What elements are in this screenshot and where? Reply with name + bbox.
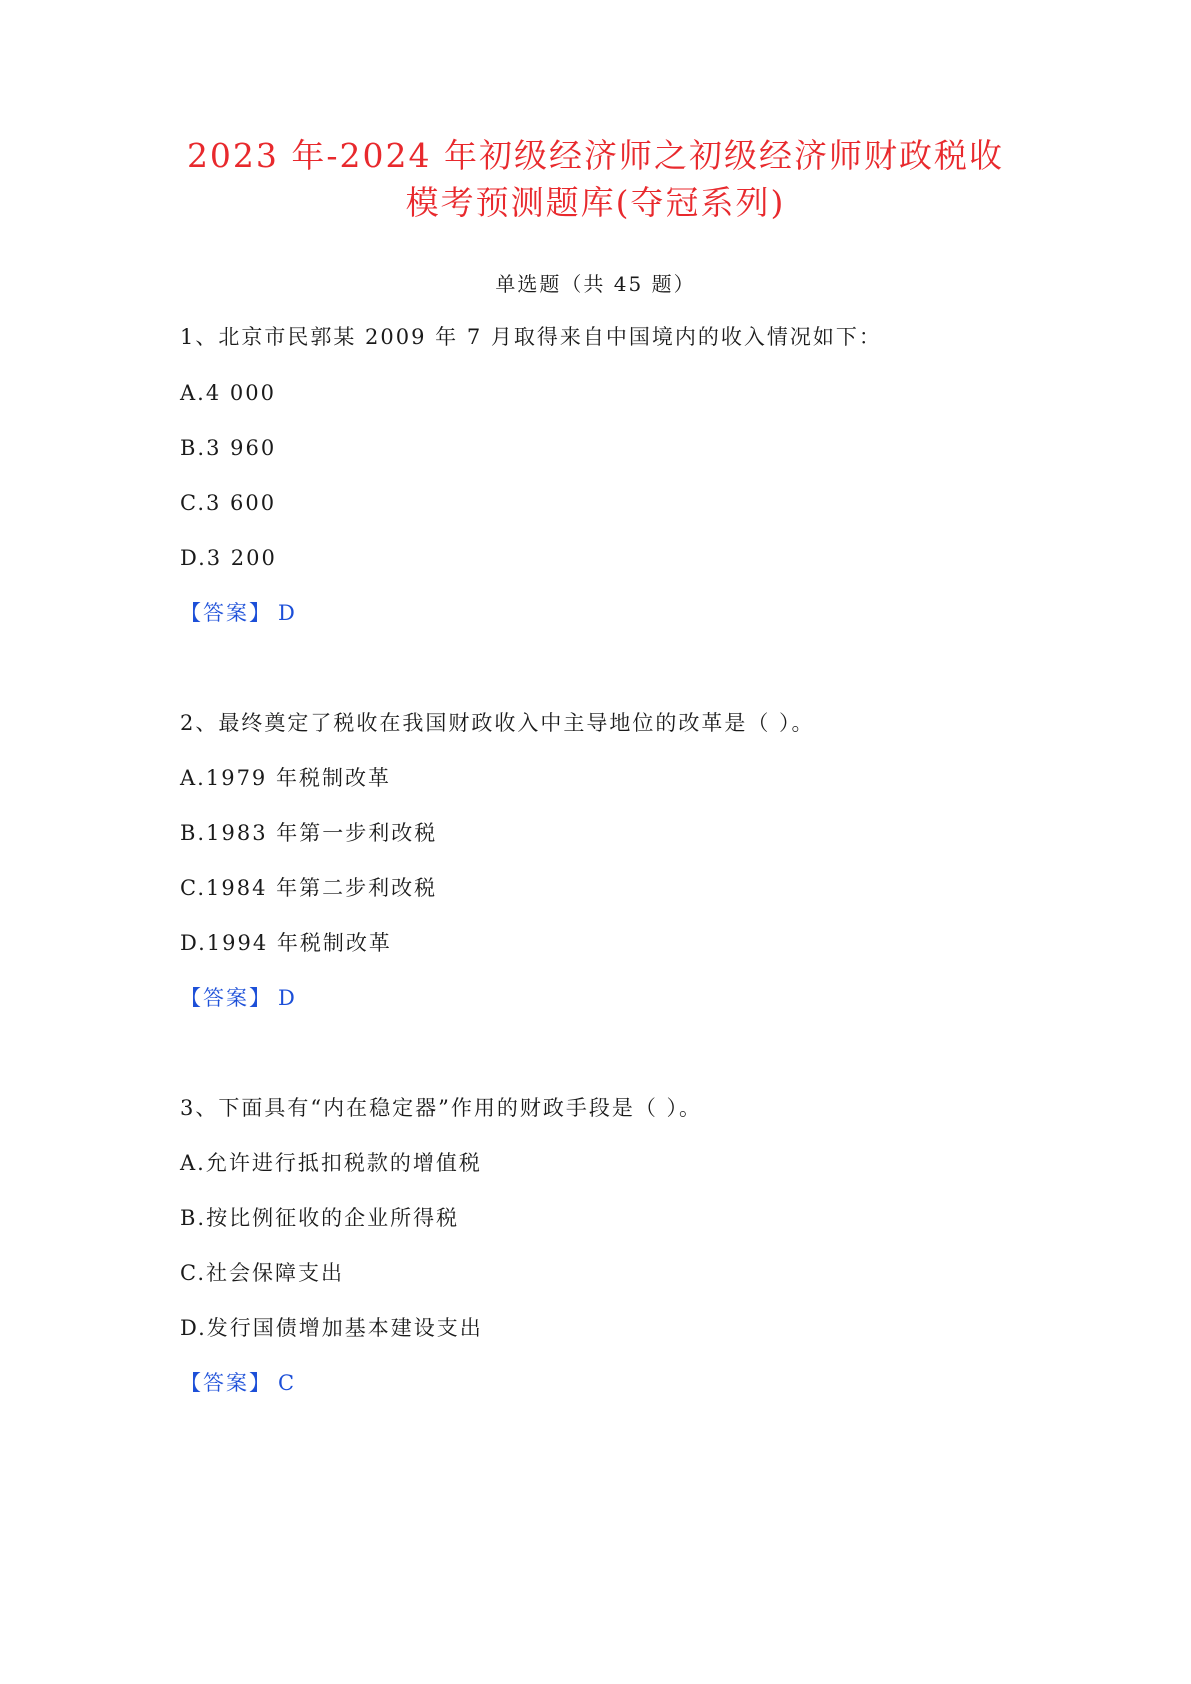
question-3-stem: 3、下面具有“内在稳定器”作用的财政手段是（ ）。: [180, 1096, 703, 1120]
answer-value: C: [278, 1371, 297, 1395]
document-title-line2: 模考预测题库(夺冠系列): [405, 183, 786, 222]
question-1-stem: 1、北京市民郭某 2009 年 7 月取得来自中国境内的收入情况如下：: [180, 325, 882, 349]
question-2-option-a: A.1979 年税制改革: [180, 766, 391, 790]
question-1-option-c: C.3 600: [180, 491, 277, 515]
question-2-answer: [180, 986, 297, 1011]
question-3-option-d: D.发行国债增加基本建设支出: [180, 1316, 483, 1340]
question-3-option-a: A.允许进行抵扣税款的增值税: [180, 1151, 482, 1175]
section-heading: 单选题（共 45 题）: [495, 272, 696, 296]
answer-label: 【答案】: [180, 1371, 272, 1395]
question-1-option-b: B.3 960: [180, 436, 277, 460]
question-3-option-c: C.社会保障支出: [180, 1261, 344, 1285]
question-2-option-b: B.1983 年第一步利改税: [180, 821, 438, 845]
answer-value: D: [278, 601, 297, 625]
question-1-option-d: D.3 200: [180, 546, 277, 570]
question-1-option-a: A.4 000: [180, 381, 276, 405]
question-3-option-b: B.按比例征收的企业所得税: [180, 1206, 460, 1230]
answer-label: 【答案】: [180, 601, 272, 625]
document-title-line1: 2023 年-2024 年初级经济师之初级经济师财政税收: [186, 136, 1005, 175]
question-3-answer: [180, 1371, 296, 1396]
question-2-option-c: C.1984 年第二步利改税: [180, 876, 438, 900]
answer-value: D: [278, 986, 297, 1010]
answer-label: 【答案】: [180, 986, 272, 1010]
question-2-stem: 2、最终奠定了税收在我国财政收入中主导地位的改革是（ ）。: [180, 711, 815, 735]
question-1-answer: [180, 601, 297, 626]
question-2-option-d: D.1994 年税制改革: [180, 931, 392, 955]
